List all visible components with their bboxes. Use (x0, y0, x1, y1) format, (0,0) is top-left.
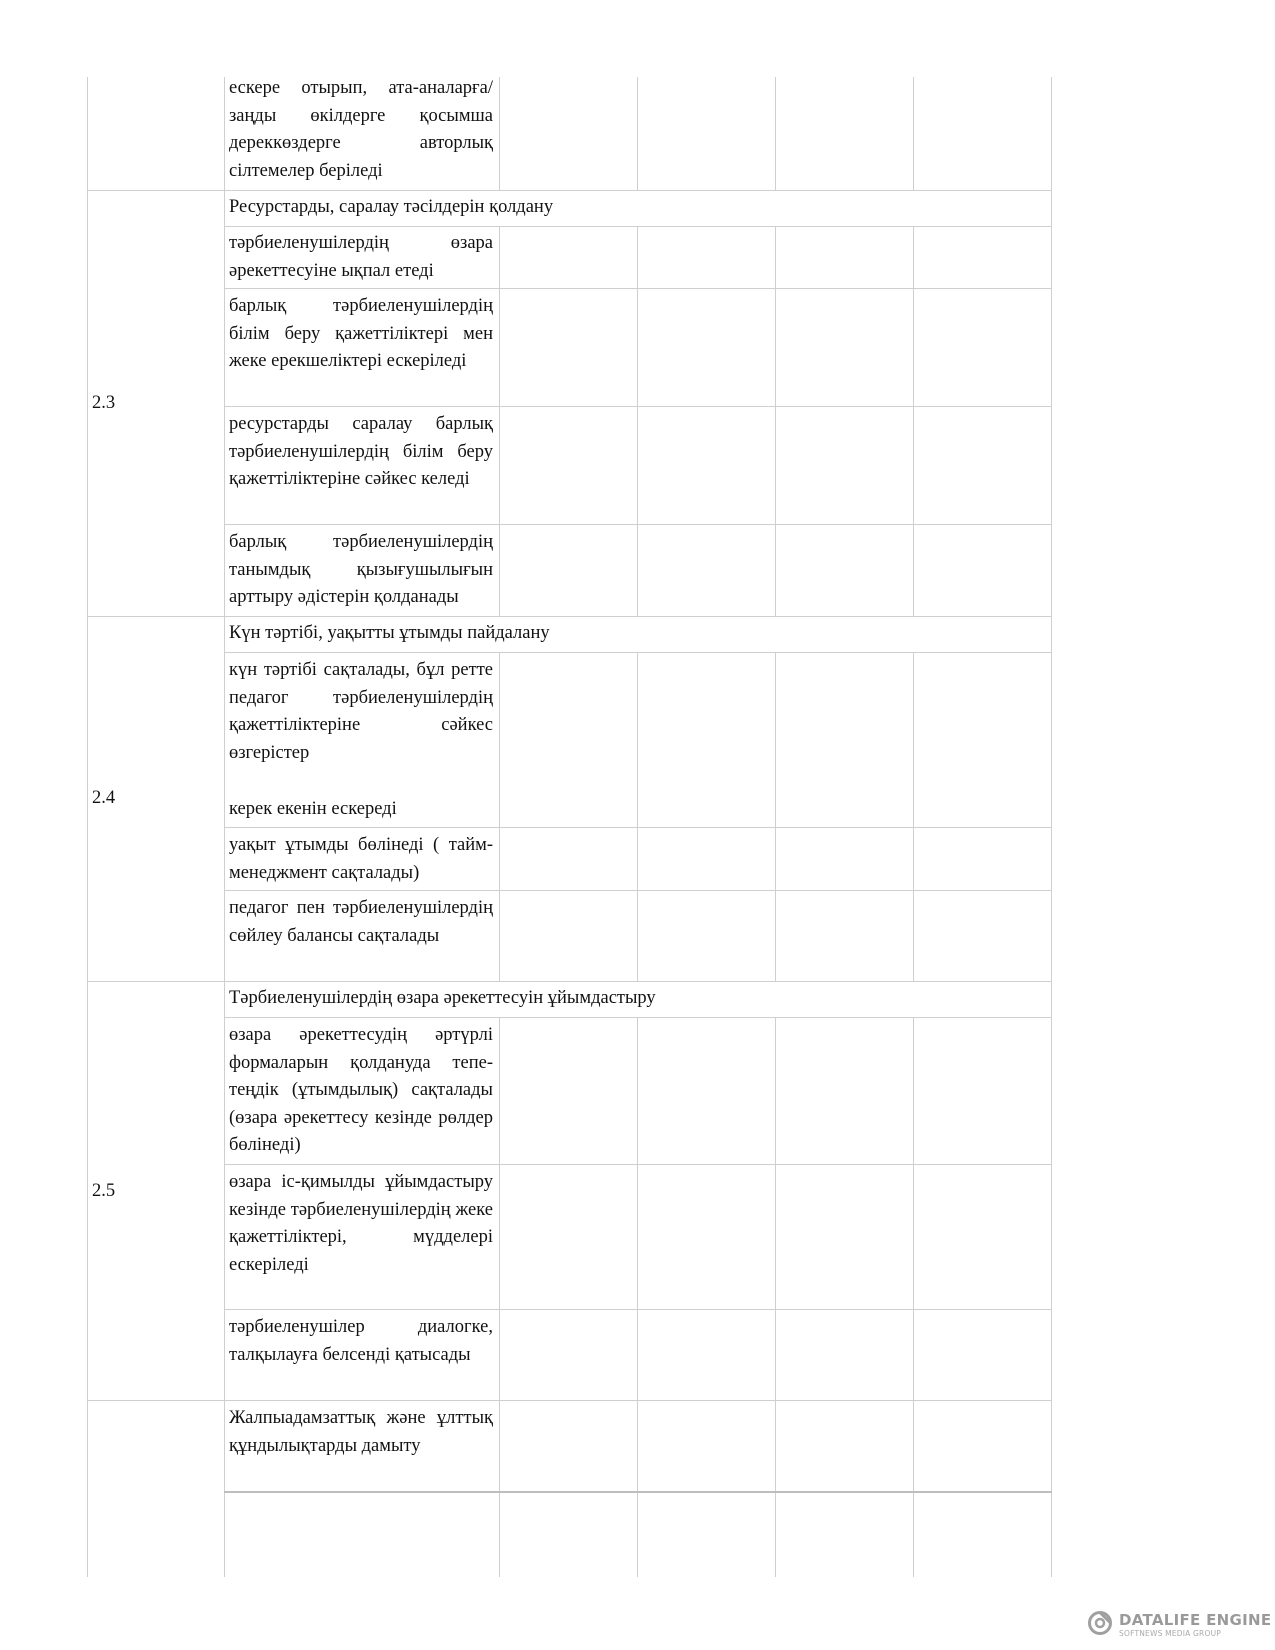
datalife-logo-icon (1087, 1610, 1113, 1641)
criterion-text: уақыт ұтымды бөлінеді ( тайм-менеджмент сақталады) (229, 835, 493, 883)
section-heading: Тәрбиеленушілердің өзара әрекеттесуін ұйымдастыру (229, 988, 656, 1008)
datalife-watermark (1087, 1610, 1271, 1640)
row-divider (224, 1309, 1052, 1310)
column-divider (913, 226, 914, 616)
row-divider (87, 1400, 1052, 1401)
column-divider (913, 652, 914, 981)
row-divider (224, 524, 1052, 525)
row-divider (224, 652, 1052, 653)
row-divider (87, 190, 1052, 191)
criterion-text: педагог пен тәрбиеленушілердің сөйлеу балансы сақталады (229, 898, 493, 946)
row-divider (224, 406, 1052, 407)
row-divider (224, 288, 1052, 289)
row-divider (224, 890, 1052, 891)
criterion-text: керек екенін ескереді (229, 799, 397, 819)
column-divider (775, 652, 776, 981)
criterion-text: барлық тәрбиеленушілердің танымдық қызығушылығын арттыру әдістерін қолданады (229, 532, 493, 607)
column-divider (913, 1017, 914, 1577)
table-border-left (87, 77, 88, 1577)
row-divider (224, 827, 1052, 828)
column-divider (499, 226, 500, 616)
criterion-text: ескере отырып, ата-аналарға/ заңды өкілдерге қосымша дереккөздерге авторлық сілтемелер беріледі (229, 78, 493, 181)
row-divider (224, 1164, 1052, 1165)
column-divider (499, 652, 500, 981)
column-divider (637, 77, 638, 190)
watermark-subtitle: SOFTNEWS MEDIA GROUP (1119, 1628, 1221, 1638)
section-heading: Ресурстарды, саралау тәсілдерін қолдану (229, 197, 554, 217)
row-divider (224, 226, 1052, 227)
section-number: 2.5 (92, 1181, 116, 1201)
section-heading: Күн тәртібі, уақытты ұтымды пайдалану (229, 623, 550, 643)
column-divider (637, 1017, 638, 1577)
criterion-text: күн тәртібі сақталады, бұл ретте педагог тәрбиеленушілердің қажеттіліктеріне сәйкес өзгерістер (229, 660, 493, 763)
column-divider (499, 1017, 500, 1577)
criterion-text: өзара іс-қимылды ұйымдастыру кезінде тәрбиеленушілердің жеке қажеттіліктері, мүдделері ескеріледі (229, 1172, 493, 1275)
column-divider (637, 226, 638, 616)
criterion-text: ресурстарды саралау барлық тәрбиеленушілердің білім беру қажеттіліктеріне сәйкес келеді (229, 414, 493, 489)
column-divider (499, 77, 500, 190)
column-divider (775, 226, 776, 616)
row-divider (87, 616, 1052, 617)
column-divider (775, 1017, 776, 1577)
criterion-text: тәрбиеленушілер диалогке, талқылауға белсенді қатысады (229, 1317, 493, 1365)
criterion-text: Жалпыадамзаттық және ұлттық құндылықтарды дамыту (229, 1408, 493, 1456)
column-divider (913, 77, 914, 190)
row-divider (224, 1491, 1052, 1493)
row-divider (224, 1017, 1052, 1018)
watermark-title: DATALIFE ENGINE (1119, 1610, 1272, 1629)
criterion-text: өзара әрекеттесудің әртүрлі формаларын қолдануда тепе-теңдік (ұтымдылық) сақталады (өзара әрекеттесу кезінде рөлдер бөлінеді) (229, 1025, 493, 1155)
section-number: 2.3 (92, 393, 116, 413)
criterion-text: барлық тәрбиеленушілердің білім беру қажеттіліктері мен жеке ерекшеліктері ескеріледі (229, 296, 493, 371)
section-number: 2.4 (92, 788, 116, 808)
column-divider (775, 77, 776, 190)
criterion-text: тәрбиеленушілердің өзара әрекеттесуіне ықпал етеді (229, 233, 493, 281)
column-divider (637, 652, 638, 981)
row-divider (87, 981, 1052, 982)
